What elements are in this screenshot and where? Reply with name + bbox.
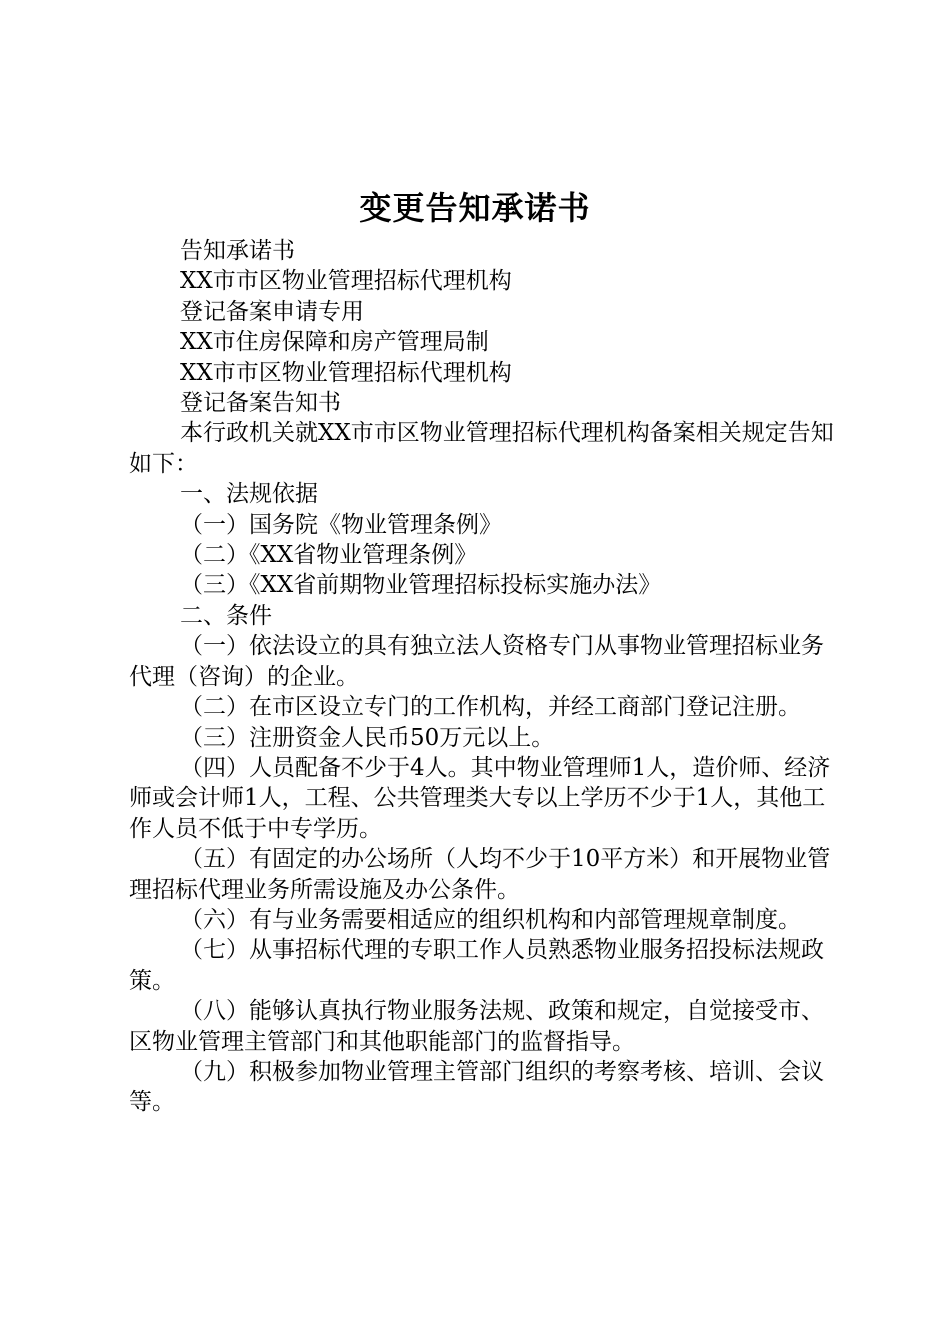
list-item: （三）注册资金人民币50万元以上。 [180,724,555,751]
paragraph: 登记备案申请专用 [180,298,364,325]
section-heading: 一、法规依据 [180,481,318,508]
list-item: （六）有与业务需要相适应的组织机构和内部管理规章制度。 [180,906,801,933]
paragraph: XX市市区物业管理招标代理机构 [180,359,512,386]
list-item: （二）《XX省物业管理条例》 [180,542,478,569]
list-item: （三）《XX省前期物业管理招标投标实施办法》 [180,572,662,599]
paragraph: XX市市区物业管理招标代理机构 [180,268,512,295]
list-item: （一）依法设立的具有独立法人资格专门从事物业管理招标业务代理（咨询）的企业。 [129,633,824,690]
list-item: （八）能够认真执行物业服务法规、政策和规定，自觉接受市、区物业管理主管部门和其他职能部门的监督指导。 [129,998,824,1055]
document-title: 变更告知承诺书 [359,189,591,227]
list-item: （四）人员配备不少于4人。其中物业管理师1人，造价师、经济师或会计师1人，工程、公共管理类大专以上学历不少于1人，其他工作人员不低于中专学历。 [129,754,831,842]
paragraph: 告知承诺书 [180,238,295,264]
paragraph: 本行政机关就XX市市区物业管理招标代理机构备案相关规定告知如下： [129,420,834,477]
paragraph: 登记备案告知书 [180,390,341,417]
list-item: （一）国务院《物业管理条例》 [180,511,502,538]
list-item: （九）积极参加物业管理主管部门组织的考察考核、培训、会议等。 [129,1058,824,1116]
section-heading: 二、条件 [180,602,272,629]
list-item: （五）有固定的办公场所（人均不少于10平方米）和开展物业管理招标代理业务所需设施及办公条件。 [129,846,831,903]
document-body [129,236,834,1118]
list-item: （七）从事招标代理的专职工作人员熟悉物业服务招投标法规政策。 [129,937,824,994]
paragraph: XX市住房保障和房产管理局制 [180,329,489,356]
list-item: （二）在市区设立专门的工作机构，并经工商部门登记注册。 [180,694,801,721]
